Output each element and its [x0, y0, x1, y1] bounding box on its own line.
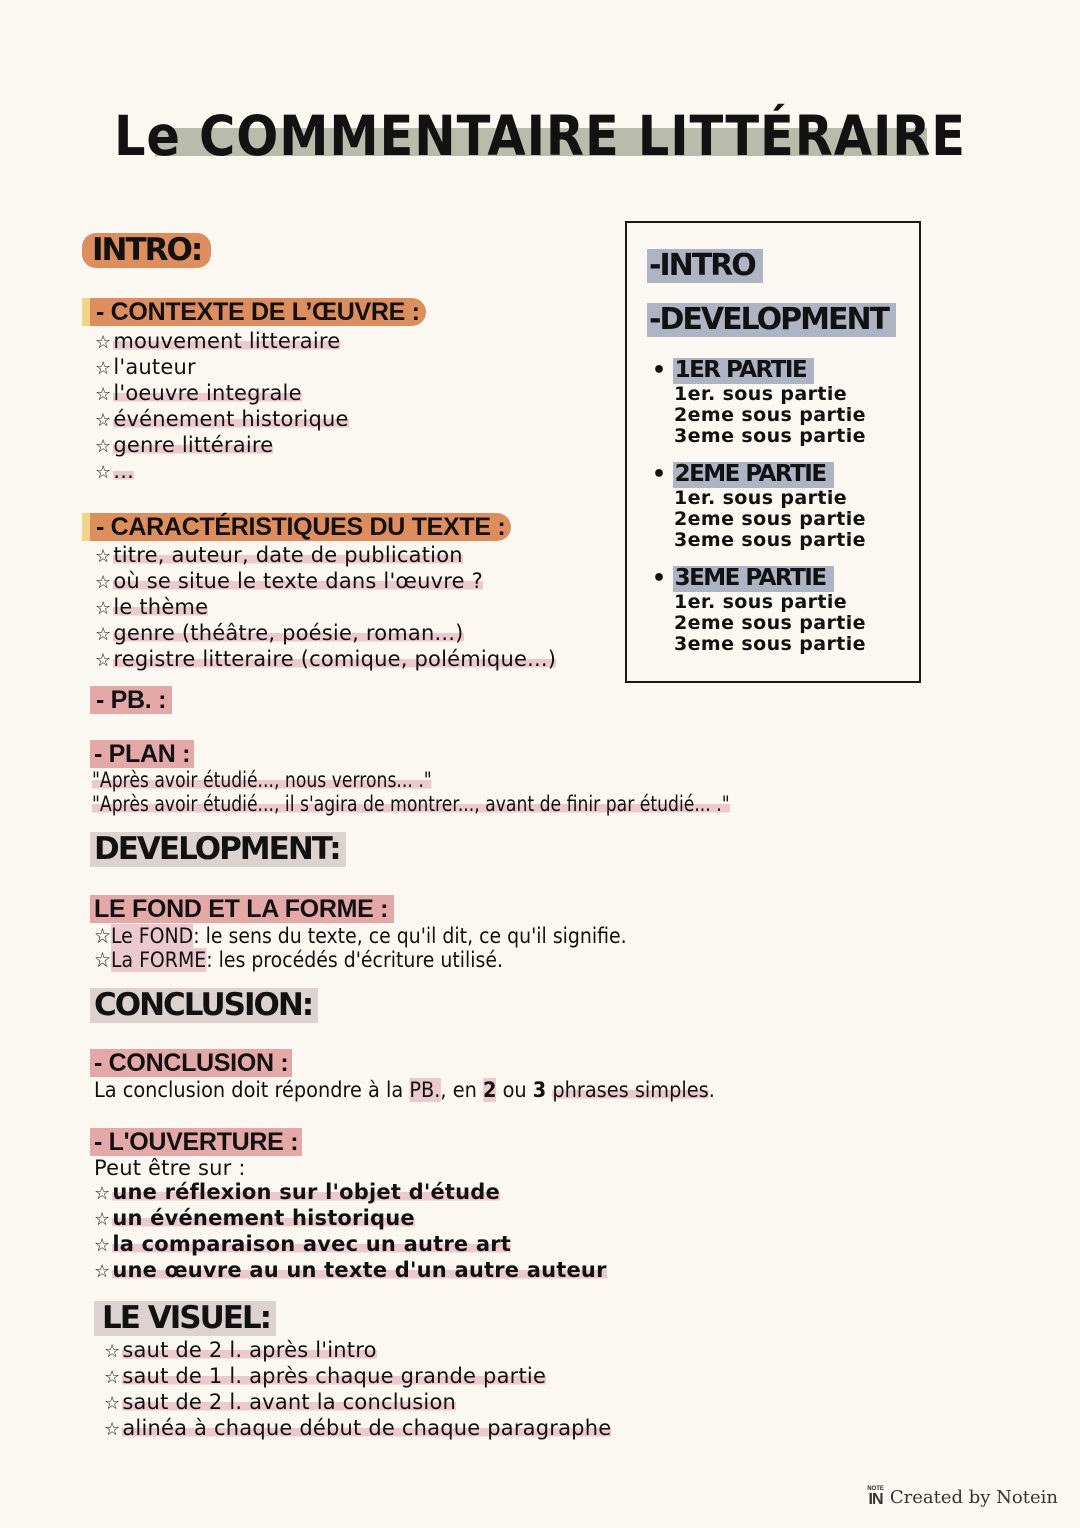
bullet-icon: •: [652, 358, 665, 383]
box-development: -DEVELOPMENT: [647, 303, 896, 337]
footer-watermark: [867, 1486, 1058, 1508]
list-item: ☆genre (théâtre, poésie, roman...): [95, 621, 464, 645]
plan-phrase: "Après avoir étudié..., il s'agira de montrer..., avant de finir par étudié... .": [92, 792, 730, 816]
star-icon: ☆: [94, 948, 111, 972]
ouverture-list: [94, 1156, 607, 1284]
list-item: ☆l'oeuvre integrale: [95, 381, 302, 405]
box-part-2: • 2EME PARTIE 1er. sous partie 2eme sous partie 3eme sous partie: [652, 461, 866, 551]
star-icon: ☆: [104, 1419, 121, 1440]
caracteristiques-heading: [90, 513, 511, 542]
ouverture-heading: - L'OUVERTURE :: [90, 1128, 302, 1157]
box-intro: -INTRO: [647, 249, 763, 283]
sub-part: 1er. sous partie: [674, 591, 848, 613]
ouverture-intro: Peut être sur :: [94, 1156, 246, 1180]
list-item: ☆registre litteraire (comique, polémique...): [95, 647, 557, 671]
sub-part: 2eme sous partie: [674, 404, 866, 426]
star-icon: ☆: [95, 358, 112, 379]
star-icon: ☆: [95, 650, 112, 671]
contexte-heading-label: - CONTEXTE DE L’ŒUVRE :: [90, 298, 426, 326]
sub-part: 2eme sous partie: [674, 612, 866, 634]
plan-phrases: [92, 768, 730, 816]
list-item: ☆un événement historique: [94, 1206, 415, 1230]
fond-forme-heading: LE FOND ET LA FORME :: [90, 895, 394, 924]
page-title: Le COMMENTAIRE LITTÉRAIRE: [113, 104, 967, 168]
intro-heading: [82, 232, 211, 268]
list-item: ☆alinéa à chaque début de chaque paragraphe: [104, 1416, 612, 1440]
list-item: ☆la comparaison avec un autre art: [94, 1232, 512, 1256]
star-icon: ☆: [95, 572, 112, 593]
bullet-icon: •: [652, 462, 665, 487]
sub-part: 1er. sous partie: [674, 487, 848, 509]
notein-logo-icon: NOTE IN: [867, 1486, 884, 1508]
plan-heading: [90, 740, 194, 769]
visuel-heading: LE VISUEL:: [94, 1300, 276, 1336]
star-icon: ☆: [95, 462, 112, 483]
star-icon: ☆: [104, 1341, 121, 1362]
star-icon: ☆: [95, 598, 112, 619]
star-icon: ☆: [94, 924, 111, 948]
footer-text: Created by Notein: [889, 1486, 1058, 1508]
star-icon: ☆: [104, 1367, 121, 1388]
star-icon: ☆: [95, 332, 112, 353]
list-item: ☆saut de 2 l. avant la conclusion: [104, 1390, 457, 1414]
sub-part: 3eme sous partie: [674, 633, 866, 655]
box-part-3: • 3EME PARTIE 1er. sous partie 2eme sous partie 3eme sous partie: [652, 565, 866, 655]
star-icon: ☆: [95, 546, 112, 567]
plan-heading-label: - PLAN :: [90, 740, 194, 768]
contexte-heading: [90, 298, 426, 327]
star-icon: ☆: [95, 384, 112, 405]
box-part-1: • 1ER PARTIE 1er. sous partie 2eme sous partie 3eme sous partie: [652, 357, 866, 447]
star-icon: ☆: [95, 436, 112, 457]
intro-heading-label: INTRO:: [82, 233, 211, 268]
star-icon: ☆: [104, 1393, 121, 1414]
list-item: ☆genre littéraire: [95, 433, 274, 457]
development-heading: DEVELOPMENT:: [90, 831, 346, 867]
list-item: ☆l'auteur: [95, 355, 196, 379]
bullet-icon: •: [652, 566, 665, 591]
list-item: ☆La FORME: les procédés d'écriture utilisé.: [94, 948, 503, 972]
contexte-list: [95, 329, 349, 485]
visuel-list: [104, 1338, 611, 1442]
list-item: ☆saut de 2 l. après l'intro: [104, 1338, 377, 1362]
star-icon: ☆: [95, 410, 112, 431]
list-item: ☆Le FOND: le sens du texte, ce qu'il dit, ce qu'il signifie.: [94, 924, 627, 948]
star-icon: ☆: [94, 1235, 111, 1256]
sub-part: 3eme sous partie: [674, 425, 866, 447]
caracteristiques-list: [95, 543, 556, 673]
list-item: ☆le thème: [95, 595, 209, 619]
fond-forme-list: [94, 924, 627, 972]
star-icon: ☆: [94, 1261, 111, 1282]
conclusion-heading: CONCLUSION:: [90, 987, 318, 1023]
pb-heading: [90, 686, 172, 715]
star-icon: ☆: [94, 1209, 111, 1230]
list-item: ☆où se situe le texte dans l'œuvre ?: [95, 569, 483, 593]
list-item: ☆mouvement litteraire: [95, 329, 341, 353]
list-item: ☆une réflexion sur l'objet d'étude: [94, 1180, 500, 1204]
plan-phrase: "Après avoir étudié..., nous verrons... .": [92, 768, 432, 792]
list-item: ☆saut de 1 l. après chaque grande partie: [104, 1364, 547, 1388]
conclusion-text: La conclusion doit répondre à la PB., en 2 ou 3 phrases simples.: [94, 1078, 715, 1102]
sub-part: 2eme sous partie: [674, 508, 866, 530]
sub-part: 1er. sous partie: [674, 383, 848, 405]
sub-part: 3eme sous partie: [674, 529, 866, 551]
conclusion-sub-heading: - CONCLUSION :: [90, 1049, 292, 1078]
pb-heading-label: - PB. :: [90, 686, 172, 714]
list-item: ☆événement historique: [95, 407, 349, 431]
star-icon: ☆: [95, 624, 112, 645]
caracteristiques-heading-label: - CARACTÉRISTIQUES DU TEXTE :: [90, 513, 511, 541]
list-item: ☆...: [95, 459, 134, 483]
list-item: ☆une œuvre au un texte d'un autre auteur: [94, 1258, 607, 1282]
list-item: ☆titre, auteur, date de publication: [95, 543, 463, 567]
star-icon: ☆: [94, 1183, 111, 1204]
